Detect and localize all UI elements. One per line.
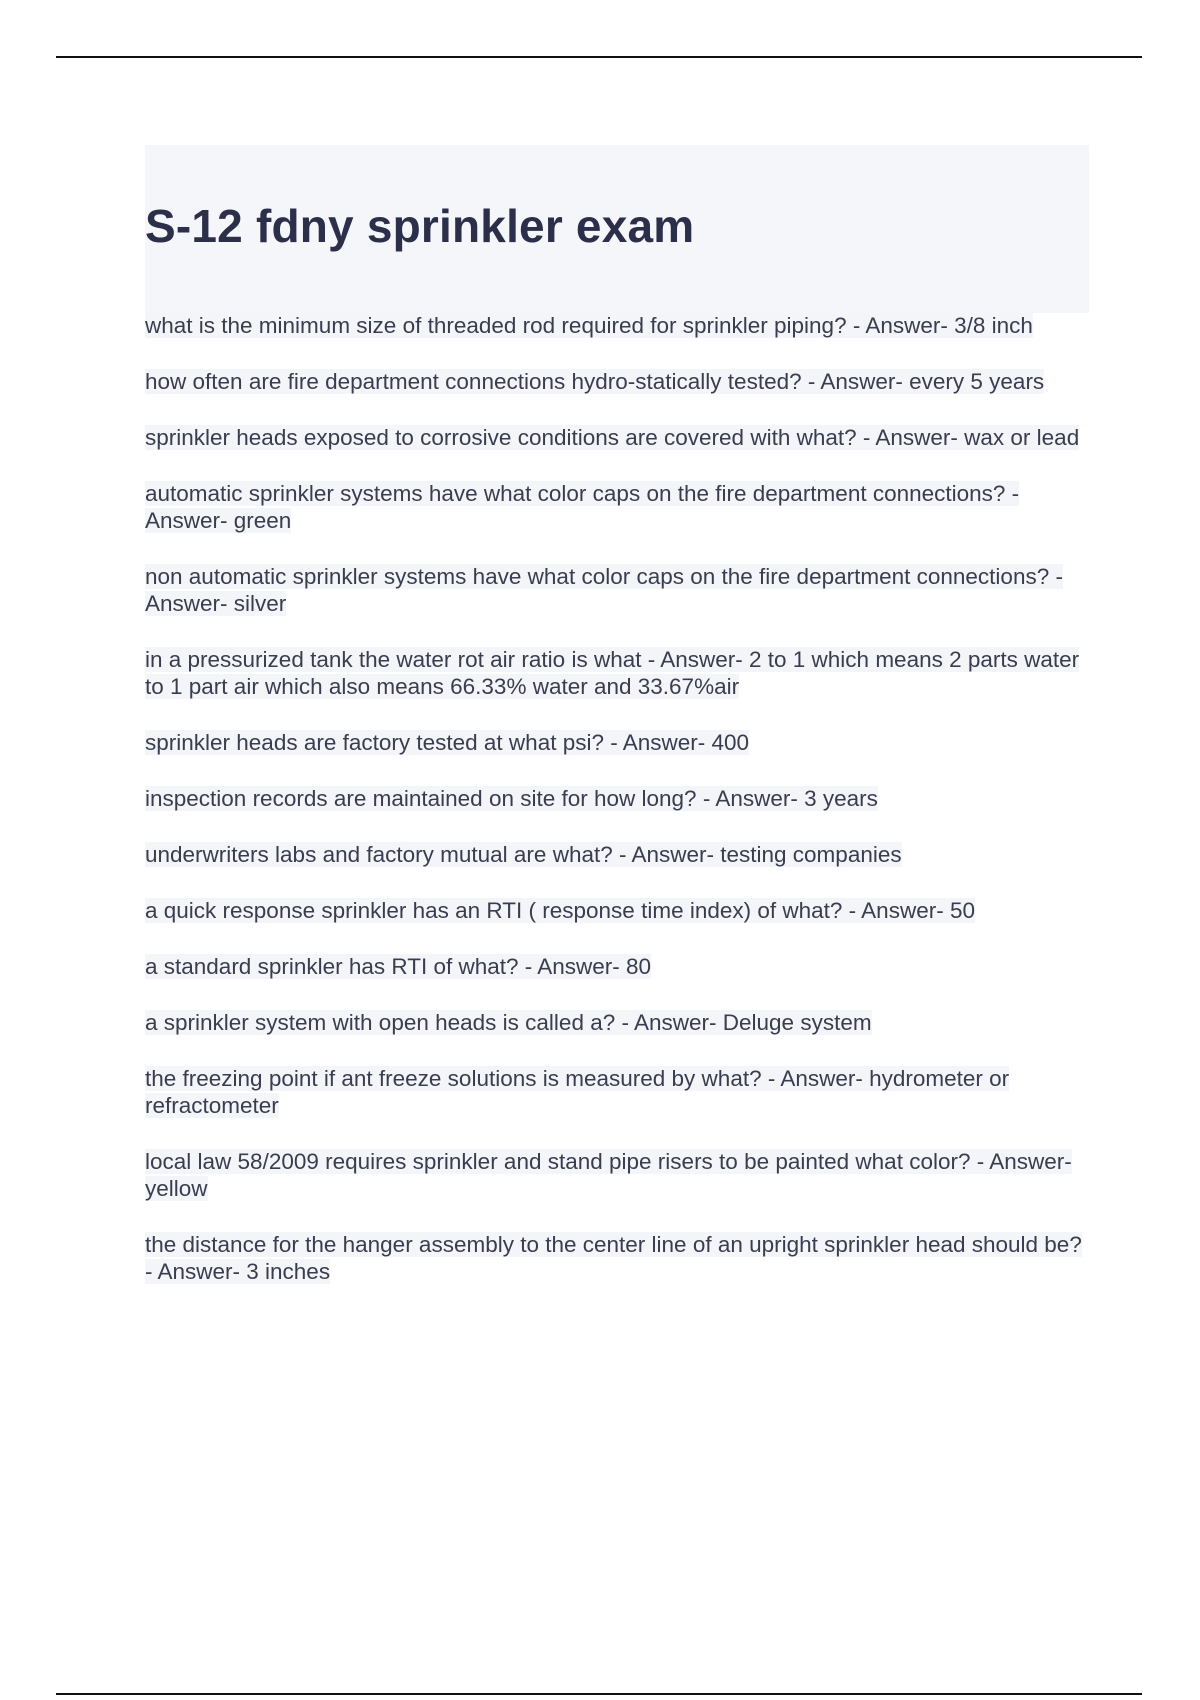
qa-text: non automatic sprinkler systems have what color caps on the fire department connections? - Answer- silver: [145, 564, 1063, 616]
qa-item: [145, 1009, 1089, 1036]
qa-text: underwriters labs and factory mutual are what? - Answer- testing companies: [145, 842, 902, 867]
qa-item: [145, 1065, 1089, 1119]
qa-item: [145, 424, 1089, 451]
qa-item: [145, 480, 1089, 534]
qa-text: sprinkler heads are factory tested at what psi? - Answer- 400: [145, 730, 750, 755]
qa-item: [145, 312, 1089, 339]
bottom-rule: [56, 1693, 1142, 1695]
qa-item: [145, 1148, 1089, 1202]
qa-text: inspection records are maintained on site for how long? - Answer- 3 years: [145, 786, 878, 811]
qa-text: how often are fire department connections hydro-statically tested? - Answer- every 5 years: [145, 369, 1045, 394]
qa-text: a sprinkler system with open heads is called a? - Answer- Deluge system: [145, 1010, 872, 1035]
qa-text: in a pressurized tank the water rot air ratio is what - Answer- 2 to 1 which means 2 parts water to 1 part air which also means 66.33% water and 33.67%air: [145, 647, 1080, 699]
top-rule: [56, 56, 1142, 58]
qa-text: sprinkler heads exposed to corrosive conditions are covered with what? - Answer- wax or lead: [145, 425, 1080, 450]
qa-text: what is the minimum size of threaded rod required for sprinkler piping? - Answer- 3/8 inch: [145, 313, 1033, 338]
qa-text: local law 58/2009 requires sprinkler and stand pipe risers to be painted what color? - Answer- yellow: [145, 1149, 1072, 1201]
qa-item: [145, 841, 1089, 868]
qa-item: [145, 563, 1089, 617]
page-title: S-12 fdny sprinkler exam: [145, 200, 695, 252]
qa-item: [145, 368, 1089, 395]
qa-item: [145, 1231, 1089, 1285]
qa-item: [145, 646, 1089, 700]
qa-list: [145, 312, 1089, 1314]
qa-item: [145, 785, 1089, 812]
qa-item: [145, 729, 1089, 756]
qa-text: the distance for the hanger assembly to the center line of an upright sprinkler head should be? - Answer- 3 inches: [145, 1232, 1082, 1284]
qa-item: [145, 953, 1089, 980]
qa-text: a quick response sprinkler has an RTI ( response time index) of what? - Answer- 50: [145, 898, 975, 923]
qa-text: automatic sprinkler systems have what color caps on the fire department connections? - Answer- green: [145, 481, 1020, 533]
title-block: [145, 145, 1089, 313]
qa-item: [145, 897, 1089, 924]
qa-text: the freezing point if ant freeze solutions is measured by what? - Answer- hydrometer or refractometer: [145, 1066, 1010, 1118]
qa-text: a standard sprinkler has RTI of what? - Answer- 80: [145, 954, 652, 979]
